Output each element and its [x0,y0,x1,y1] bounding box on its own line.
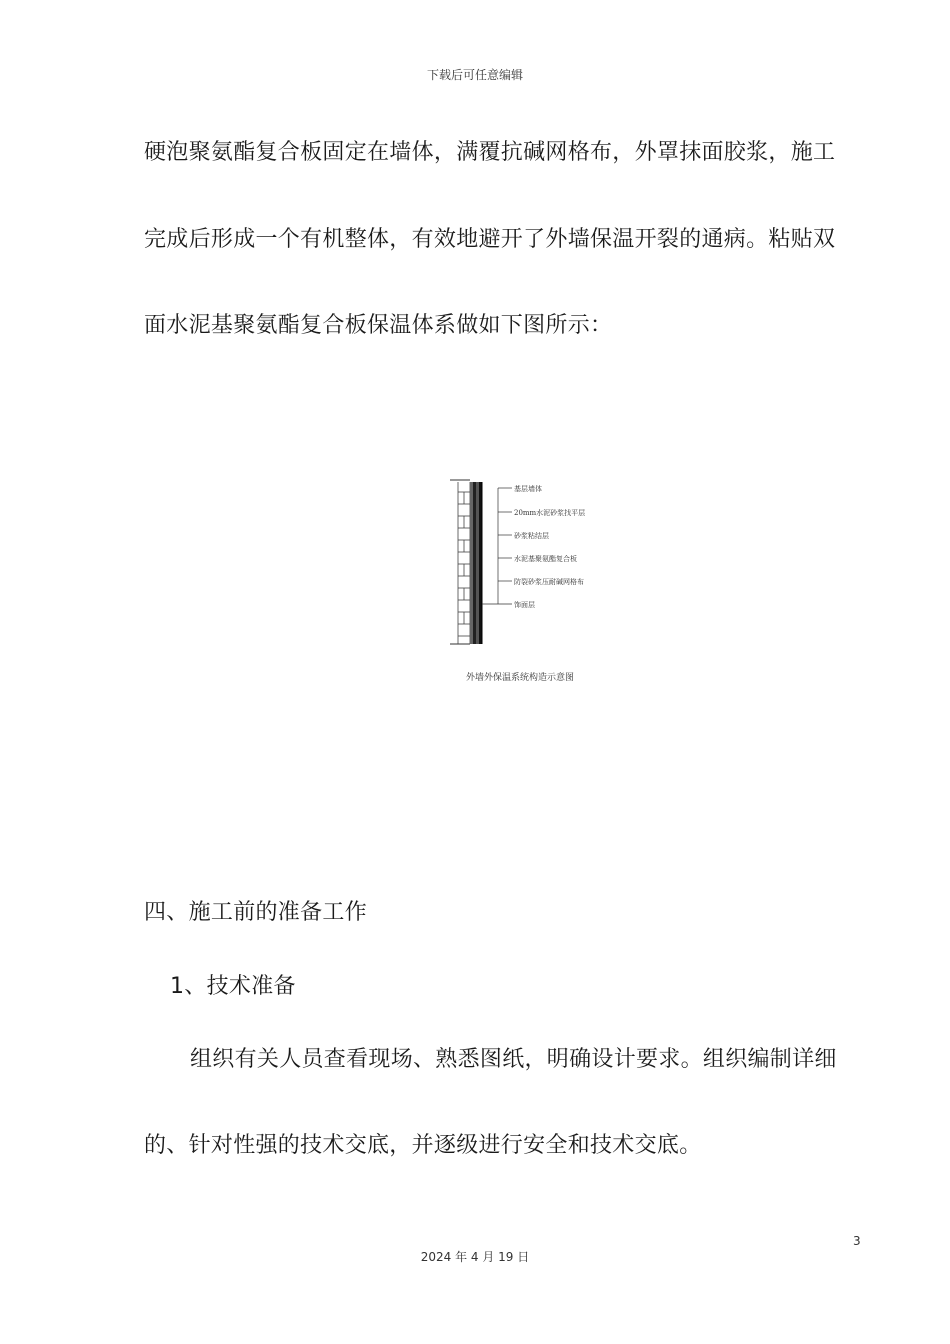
label-finish-layer: 饰面层 [514,601,535,609]
label-adhesive-layer: 砂浆粘结层 [514,532,549,540]
brick-wall [458,482,470,644]
body-paragraph-1: 硬泡聚氨酯复合板固定在墙体，满覆抗碱网格布，外罩抹面胶浆，施工 [144,140,836,165]
body-paragraph-3: 面水泥基聚氨酯复合板保温体系做如下图所示： [144,313,613,338]
footer-date: 2024 年 4 月 19 日 [420,1250,530,1264]
page-header: 下载后可任意编辑 [426,68,523,82]
page-number: 3 [853,1234,861,1248]
body-paragraph-4: 组织有关人员查看现场、熟悉图纸，明确设计要求。组织编制详细 [190,1047,837,1072]
body-paragraph-2: 完成后形成一个有机整体，有效地避开了外墙保温开裂的通病。粘贴双 [144,227,836,252]
label-composite-board: 水泥基聚氨酯复合板 [514,555,577,563]
subsection-heading: 1、技术准备 [170,974,296,999]
wall-insulation-diagram [440,472,610,692]
label-base-wall: 基层墙体 [514,485,542,493]
figure-caption: 外墙外保温系统构造示意图 [466,673,575,683]
label-leveling-layer: 20mm水泥砂浆找平层 [514,509,586,517]
section-heading: 四、施工前的准备工作 [144,900,368,925]
label-mesh-layer: 防裂砂浆压耐碱网格布 [514,578,584,586]
body-paragraph-5: 的、针对性强的技术交底，并逐级进行安全和技术交底。 [144,1133,702,1158]
